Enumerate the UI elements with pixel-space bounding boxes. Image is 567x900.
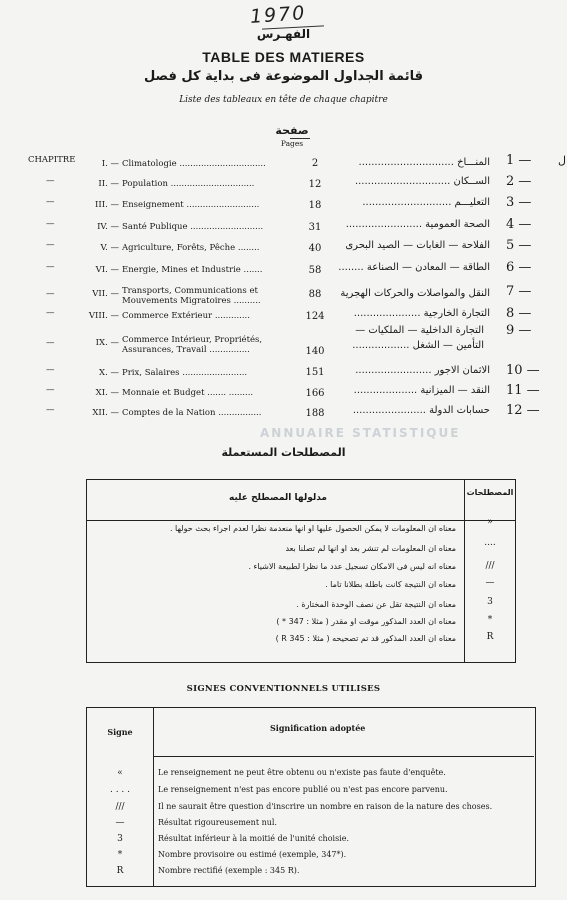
chapter-page: 2 bbox=[311, 158, 319, 169]
chapter-dash: — bbox=[46, 176, 55, 186]
sign-symbol: . . . . bbox=[109, 785, 131, 795]
cropped-arabic-letter: ل bbox=[558, 154, 566, 167]
sign-symbol: — bbox=[485, 578, 495, 588]
arabic-chapter-number: 10 — bbox=[506, 363, 540, 378]
chapter-number: IV. — bbox=[97, 222, 119, 232]
pages-label: Pages bbox=[280, 139, 304, 148]
arabic-chapter-title: الصحة العمومية ........................ bbox=[345, 219, 490, 230]
sign-meaning: معناه ان العدد المذكور قد تم تصحيحه ( مثلا : 345 R ) bbox=[275, 634, 456, 643]
arabic-chapter-title: الاثمان الاجور ........................ bbox=[355, 365, 490, 376]
sign-meaning: معناه ان المعلومات لا يمكن الحصول عليها او انها منعدمة نظرا لعدم اجراء بحث حولها . bbox=[169, 524, 456, 533]
chapter-dash: — bbox=[46, 308, 55, 318]
chapter-dash: — bbox=[46, 262, 55, 272]
chapter-dash: — bbox=[46, 289, 55, 299]
chapter-dash: — bbox=[46, 405, 55, 415]
chapter-dash: — bbox=[46, 197, 55, 207]
arabic-chapter-number: 6 — bbox=[506, 260, 532, 275]
chapter-page: 18 bbox=[308, 200, 322, 211]
chapter-title: Commerce Intérieur, Propriétés, Assurances, Travail ............... bbox=[122, 335, 263, 355]
chapter-label: CHAPITRE bbox=[28, 155, 76, 165]
arabic-sign-header: المصطلحات bbox=[466, 488, 514, 497]
sign-symbol: .... bbox=[484, 538, 496, 548]
chapter-number: III. — bbox=[95, 200, 119, 210]
sign-meaning: معناه انه ليس فى الامكان تسجيل عدد ما نظرا لطبيعة الاشياء . bbox=[248, 562, 456, 571]
column-divider bbox=[153, 708, 154, 886]
chapter-page: 58 bbox=[308, 265, 322, 276]
arabic-chapter-title: التجارة الداخلية — الملكيات — التأمين — الشغل .................. bbox=[352, 325, 484, 351]
sign-meaning: Il ne saurait être question d'inscrire un nombre en raison de la nature des choses. bbox=[158, 802, 493, 811]
arabic-chapter-number: 7 — bbox=[506, 284, 532, 299]
arabic-chapter-number: 2 — bbox=[506, 174, 532, 189]
sign-meaning: Le renseignement ne peut être obtenu ou n'existe pas faute d'enquête. bbox=[158, 768, 446, 777]
arabic-chapter-number: 12 — bbox=[506, 403, 540, 418]
chapter-title: Prix, Salaires ........................ bbox=[122, 368, 248, 378]
sign-symbol: R bbox=[486, 632, 494, 642]
header-divider bbox=[154, 756, 534, 757]
arabic-chapter-title: المنـــاخ .............................. bbox=[358, 157, 490, 168]
arabic-conventions-title: المصطلحات المستعملة bbox=[221, 446, 346, 459]
chapter-title: Enseignement ........................... bbox=[122, 200, 260, 210]
column-divider bbox=[464, 480, 465, 662]
handwritten-year: 1970 bbox=[249, 2, 308, 28]
french-subtitle: Liste des tableaux en tête de chaque chapitre bbox=[179, 95, 388, 105]
arabic-chapter-number: 11 — bbox=[506, 383, 540, 398]
header-divider bbox=[87, 520, 515, 521]
arabic-chapter-title: النقل والمواصلات والحركات الهجرية bbox=[340, 288, 490, 299]
sign-symbol: * bbox=[487, 615, 493, 625]
arabic-chapter-number: 8 — bbox=[506, 306, 532, 321]
arabic-chapter-title: التعليـــم ............................ bbox=[362, 197, 490, 208]
arabic-chapter-title: الفلاحة — الغابات — الصيد البحرى bbox=[345, 240, 490, 251]
chapter-title: Transports, Communications et Mouvements Migratoires .......... bbox=[122, 286, 261, 306]
chapter-number: VII. — bbox=[92, 289, 119, 299]
arabic-chapter-title: التجارة الخارجية ..................... bbox=[353, 308, 490, 319]
sign-symbol: 3 bbox=[117, 834, 123, 844]
arabic-chapter-number: 9 — bbox=[506, 323, 532, 338]
chapter-page: 188 bbox=[305, 408, 325, 419]
chapter-page: 151 bbox=[305, 367, 325, 378]
sign-symbol: R bbox=[116, 866, 124, 876]
chapter-number: V. — bbox=[100, 243, 119, 253]
chapter-dash: — bbox=[46, 365, 55, 375]
chapter-title: Monnaie et Budget ....... ......... bbox=[122, 388, 254, 398]
arabic-chapter-number: 3 — bbox=[506, 195, 532, 210]
chapter-number: II. — bbox=[98, 179, 119, 189]
french-sign-header: Signe bbox=[107, 727, 133, 737]
sign-symbol: /// bbox=[485, 561, 495, 571]
arabic-chapter-number: 5 — bbox=[506, 238, 532, 253]
sign-symbol: /// bbox=[115, 802, 125, 812]
arabic-chapter-number: 4 — bbox=[506, 217, 532, 232]
sign-meaning: معناه ان العدد المذكور موقت او مقدر ( مثلا : 347 * ) bbox=[276, 617, 456, 626]
arabic-chapter-number: 1 — bbox=[506, 153, 532, 168]
chapter-page: 12 bbox=[308, 179, 322, 190]
sign-symbol: — bbox=[115, 818, 125, 828]
chapter-dash: — bbox=[46, 219, 55, 229]
sign-meaning: Nombre rectifié (exemple : 345 R). bbox=[158, 866, 300, 875]
chapter-number: XI. — bbox=[95, 388, 119, 398]
chapter-dash: — bbox=[46, 240, 55, 250]
sign-symbol: * bbox=[117, 850, 123, 860]
sign-meaning: Résultat inférieur à la moitié de l'unité choisie. bbox=[158, 834, 350, 843]
arabic-chapter-title: الســكان .............................. bbox=[354, 176, 490, 187]
chapter-title: Population ............................... bbox=[122, 179, 255, 189]
chapter-number: VI. — bbox=[95, 265, 119, 275]
arabic-subtitle: قائمة الجداول الموضوعة فى بداية كل فصل bbox=[143, 69, 424, 84]
page-title: TABLE DES MATIERES bbox=[202, 49, 365, 65]
sign-meaning: معناه ان المعلومات لم تنشر بعد او انها لم تصلنا بعد bbox=[285, 544, 456, 553]
chapter-page: 31 bbox=[308, 222, 322, 233]
sign-meaning: معناه ان النتيجة تقل عن نصف الوحدة المختارة . bbox=[296, 600, 456, 609]
chapter-title: Comptes de la Nation ................ bbox=[122, 408, 262, 418]
chapter-number: I. — bbox=[101, 159, 119, 169]
chapter-dash: — bbox=[46, 385, 55, 395]
arabic-index-title: الفهـرس bbox=[256, 27, 311, 41]
chapter-page: 124 bbox=[305, 311, 325, 322]
french-meaning-header: Signification adoptée bbox=[270, 723, 366, 733]
chapter-page: 88 bbox=[308, 289, 322, 300]
chapter-page: 166 bbox=[305, 388, 325, 399]
faint-stamp-text: ANNUAIRE STATISTIQUE bbox=[260, 426, 461, 440]
arabic-chapter-title: حسابات الدولة ....................... bbox=[352, 405, 490, 416]
sign-meaning: Le renseignement n'est pas encore publié ou n'est pas encore parvenu. bbox=[158, 785, 448, 794]
chapter-dash: — bbox=[46, 338, 55, 348]
chapter-number: XII. — bbox=[92, 408, 119, 418]
chapter-page: 140 bbox=[305, 346, 325, 357]
sign-symbol: 3 bbox=[487, 597, 493, 607]
chapter-page: 40 bbox=[308, 243, 322, 254]
arabic-meaning-header: مدلولها المصطلح عليه bbox=[228, 493, 327, 503]
arabic-chapter-title: النقد — الميزانية .................... bbox=[353, 385, 490, 396]
sign-symbol: « bbox=[117, 768, 123, 778]
chapter-number: X. — bbox=[99, 368, 119, 378]
sign-meaning: Résultat rigoureusement nul. bbox=[158, 818, 277, 827]
chapter-title: Agriculture, Forêts, Pêche ........ bbox=[122, 243, 260, 253]
chapter-title: Santé Publique ........................... bbox=[122, 222, 264, 232]
chapter-title: Climatologie ................................ bbox=[122, 159, 266, 169]
chapter-title: Commerce Extérieur ............. bbox=[122, 311, 250, 321]
arabic-chapter-title: الطاقة — المعادن — الصناعة ........ bbox=[338, 262, 490, 273]
french-conventions-title: SIGNES CONVENTIONNELS UTILISES bbox=[186, 684, 381, 694]
sign-symbol: » bbox=[487, 517, 493, 527]
chapter-title: Energie, Mines et Industrie ....... bbox=[122, 265, 263, 275]
arabic-page-label: صفحة bbox=[275, 124, 309, 137]
sign-meaning: معناه ان النتيجة كانت باطلة بطلانا تاما . bbox=[325, 580, 456, 589]
sign-meaning: Nombre provisoire ou estimé (exemple, 347*). bbox=[158, 850, 347, 859]
chapter-number: IX. — bbox=[95, 338, 119, 348]
chapter-number: VIII. — bbox=[88, 311, 119, 321]
